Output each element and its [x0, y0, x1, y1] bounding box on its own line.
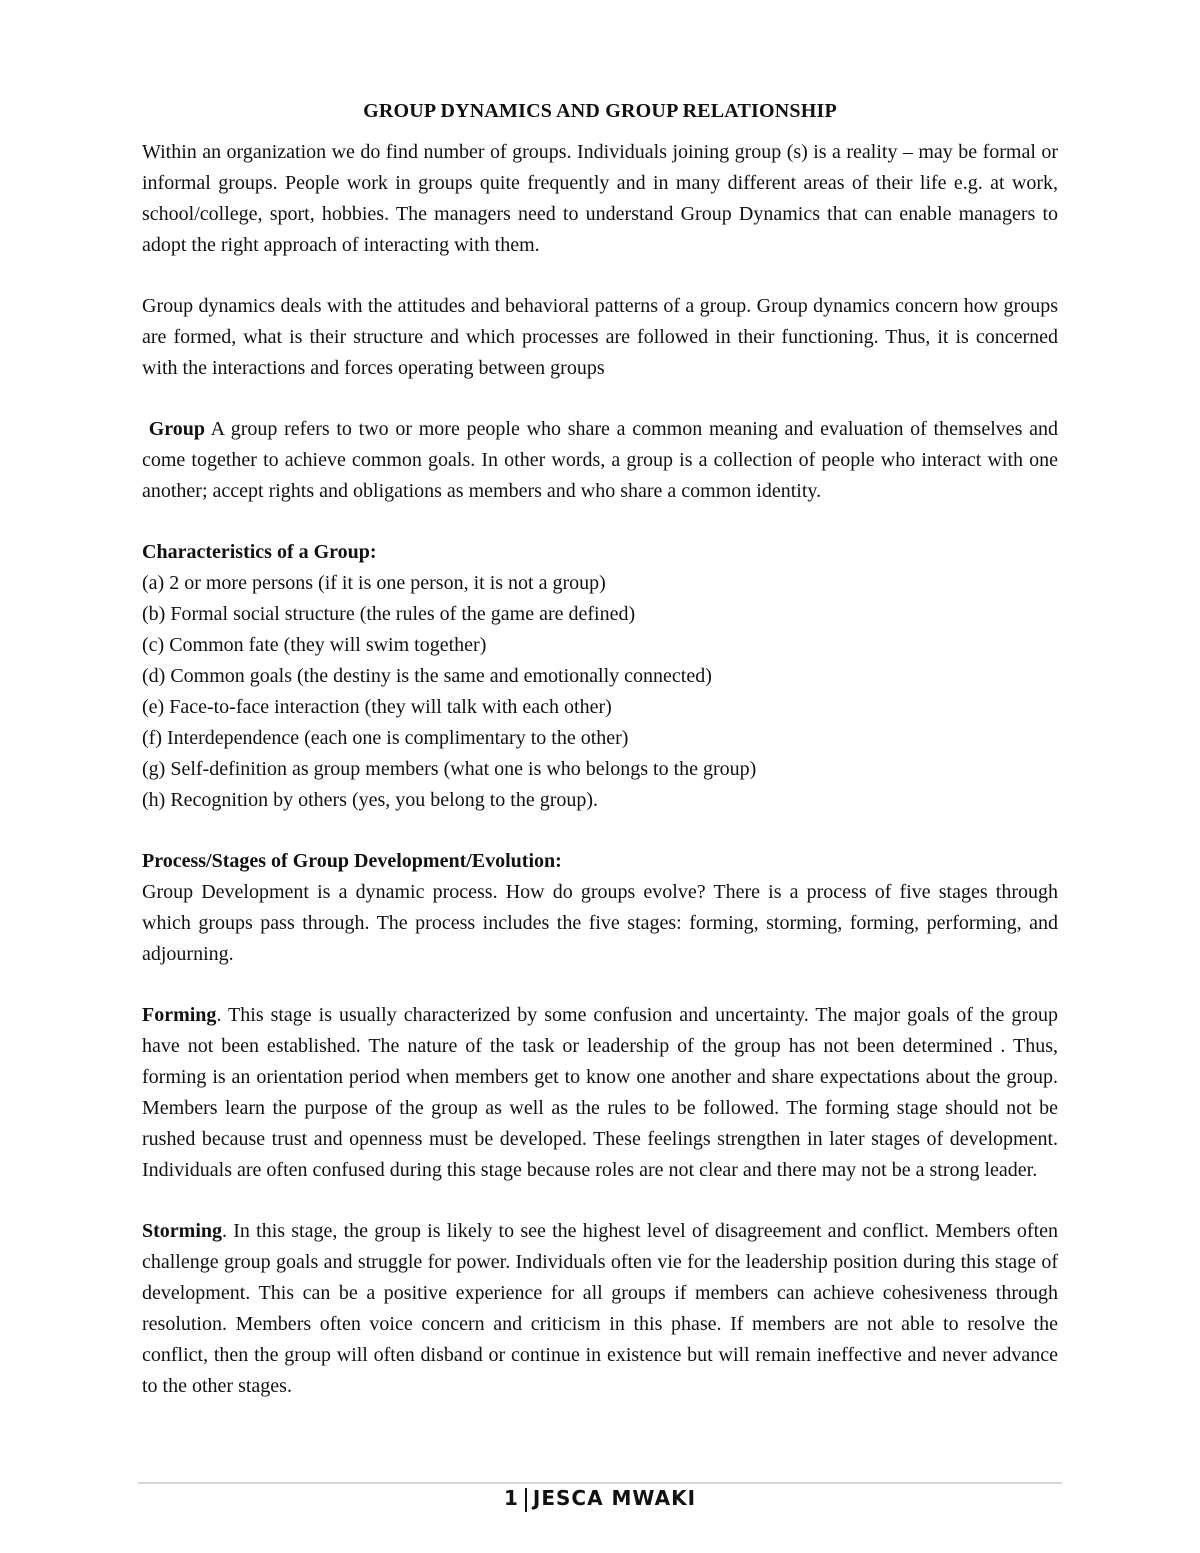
footer-author: JESCA MWAKI	[532, 1486, 697, 1510]
page-footer	[0, 1486, 1200, 1512]
forming-paragraph	[142, 1000, 1058, 1186]
storming-text: . In this stage, the group is likely to see the highest level of disagreement and conflict. Members often challenge group goals and struggle for power. Individuals often vie for the leadership position during this stage of development. This can be a positive experience for all groups if members can achieve cohesiveness through resolution. Members often voice concern and criticism in this phase. If members are not able to resolve the conflict, then the group will often disband or continue in existence but will remain ineffective and never advance to the other stages.	[142, 1220, 1058, 1397]
forming-text: . This stage is usually characterized by some confusion and uncertainty. The major goals of the group have not been established. The nature of the task or leadership of the group has not been determined . Thus, forming is an orientation period when members get to know one another and share expectations about the group. Members learn the purpose of the group as well as the rules to be followed. The forming stage should not be rushed because trust and openness must be developed. These feelings strengthen in later stages of development. Individuals are often confused during this stage because roles are not clear and there may not be a strong leader.	[142, 1004, 1058, 1181]
footer-divider	[138, 1482, 1062, 1484]
process-paragraph: Group Development is a dynamic process. How do groups evolve? There is a process of five stages through which groups pass through. The process includes the five stages: forming, storming, forming, performing, and adjourning.	[142, 881, 1058, 965]
document-page	[142, 100, 1058, 1402]
footer-separator	[525, 1488, 527, 1512]
group-term: Group	[148, 418, 206, 440]
storming-paragraph	[142, 1216, 1058, 1402]
forming-term: Forming	[142, 1004, 217, 1026]
list-item: (f) Interdependence (each one is complimentary to the other)	[142, 727, 629, 749]
group-definition-text: A group refers to two or more people who share a common meaning and evaluation of themselves and come together to achieve common goals. In other words, a group is a collection of people who interact with one another; accept rights and obligations as members and who share a common identity.	[142, 418, 1059, 502]
group-definition-paragraph	[142, 414, 1058, 507]
list-item: (c) Common fate (they will swim together)	[142, 634, 487, 656]
intro-paragraph: Within an organization we do find number of groups. Individuals joining group (s) is a reality – may be formal or informal groups. People work in groups quite frequently and in many different areas of their life e.g. at work, school/college, sport, hobbies. The managers need to understand Group Dynamics that can enable managers to adopt the right approach of interacting with them.	[142, 141, 1058, 256]
storming-term: Storming	[142, 1220, 222, 1242]
document-title: GROUP DYNAMICS AND GROUP RELATIONSHIP	[363, 100, 837, 122]
list-item: (a) 2 or more persons (if it is one person, it is not a group)	[142, 572, 606, 594]
list-item: (h) Recognition by others (yes, you belong to the group).	[142, 789, 599, 811]
list-item: (b) Formal social structure (the rules of the game are defined)	[142, 603, 636, 625]
characteristics-heading: Characteristics of a Group:	[142, 541, 377, 563]
characteristics-list	[142, 568, 1058, 816]
list-item: (g) Self-definition as group members (what one is who belongs to the group)	[142, 758, 757, 780]
list-item: (e) Face-to-face interaction (they will talk with each other)	[142, 696, 612, 718]
group-dynamics-paragraph: Group dynamics deals with the attitudes and behavioral patterns of a group. Group dynamics concern how groups are formed, what is their structure and which processes are followed in their functioning. Thus, it is concerned with the interactions and forces operating between groups	[142, 295, 1058, 379]
list-item: (d) Common goals (the destiny is the same and emotionally connected)	[142, 665, 712, 687]
page-number: 1	[503, 1486, 519, 1510]
process-heading: Process/Stages of Group Development/Evolution:	[142, 850, 562, 872]
